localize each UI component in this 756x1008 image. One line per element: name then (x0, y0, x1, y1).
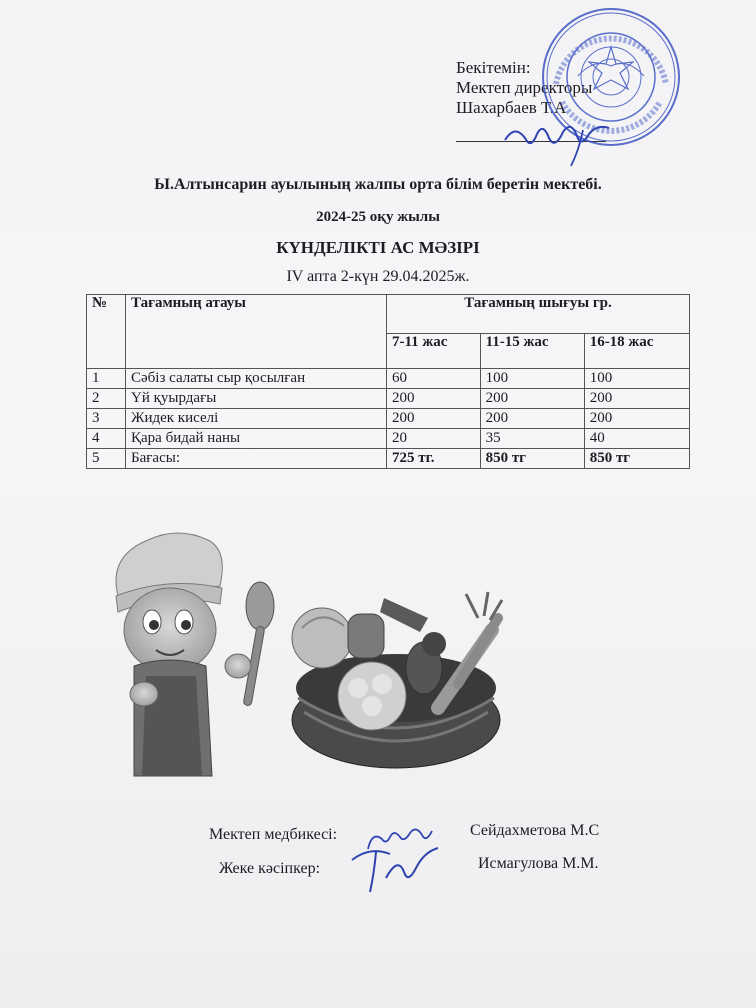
price-value: 725 тг. (387, 449, 481, 469)
row-number: 5 (87, 449, 126, 469)
portion-value: 100 (480, 369, 584, 389)
row-number: 3 (87, 409, 126, 429)
price-label: Бағасы: (126, 449, 387, 469)
column-age-group: 16-18 жас (584, 334, 689, 369)
row-number: 1 (87, 369, 126, 389)
table-row (87, 409, 690, 429)
director-signature (497, 110, 617, 170)
portion-value: 60 (387, 369, 481, 389)
column-age-group: 11-15 жас (480, 334, 584, 369)
portion-value: 200 (584, 389, 689, 409)
entrepreneur-signature (346, 838, 442, 896)
director-position: Мектеп директоры (456, 78, 593, 97)
vegetable-basket-illustration (288, 588, 504, 774)
portion-value: 200 (387, 409, 481, 429)
column-output-grams: Тағамның шығуы гр. (387, 295, 690, 334)
dish-name: Сәбіз салаты сыр қосылған (126, 369, 387, 389)
dish-name: Үй қуырдағы (126, 389, 387, 409)
portion-value: 200 (480, 389, 584, 409)
entrepreneur-name: Исмагулова М.М. (478, 855, 599, 872)
dish-name: Қара бидай наны (126, 429, 387, 449)
nurse-name: Сейдахметова М.С (470, 822, 600, 839)
table-header-row (87, 295, 690, 334)
menu-table (86, 294, 690, 469)
table-row-price (87, 449, 690, 469)
table-row (87, 369, 690, 389)
table-row (87, 389, 690, 409)
portion-value: 35 (480, 429, 584, 449)
price-value: 850 тг (480, 449, 584, 469)
portion-value: 100 (584, 369, 689, 389)
portion-value: 200 (480, 409, 584, 429)
table-row (87, 429, 690, 449)
academic-year: 2024-25 оқу жылы (316, 209, 440, 225)
price-value: 850 тг (584, 449, 689, 469)
chef-boy-illustration (98, 526, 288, 781)
portion-value: 200 (387, 389, 481, 409)
entrepreneur-label: Жеке кәсіпкер: (219, 860, 321, 877)
director-name: Шахарбаев Т.А (456, 98, 567, 117)
column-dish-name: Тағамның атауы (126, 295, 387, 369)
portion-value: 40 (584, 429, 689, 449)
column-age-group: 7-11 жас (387, 334, 481, 369)
dish-name: Жидек киселі (126, 409, 387, 429)
row-number: 2 (87, 389, 126, 409)
week-day-date: IV апта 2-күн 29.04.2025ж. (286, 268, 470, 285)
row-number: 4 (87, 429, 126, 449)
menu-title: КҮНДЕЛІКТІ АС МӘЗІРІ (276, 238, 480, 257)
portion-value: 20 (387, 429, 481, 449)
school-name: Ы.Алтынсарин ауылының жалпы орта білім беретін мектебі. (154, 176, 602, 193)
portion-value: 200 (584, 409, 689, 429)
approved-label: Бекітемін: (456, 58, 531, 77)
nurse-label: Мектеп медбикесі: (209, 826, 338, 843)
column-number: № (87, 295, 126, 369)
